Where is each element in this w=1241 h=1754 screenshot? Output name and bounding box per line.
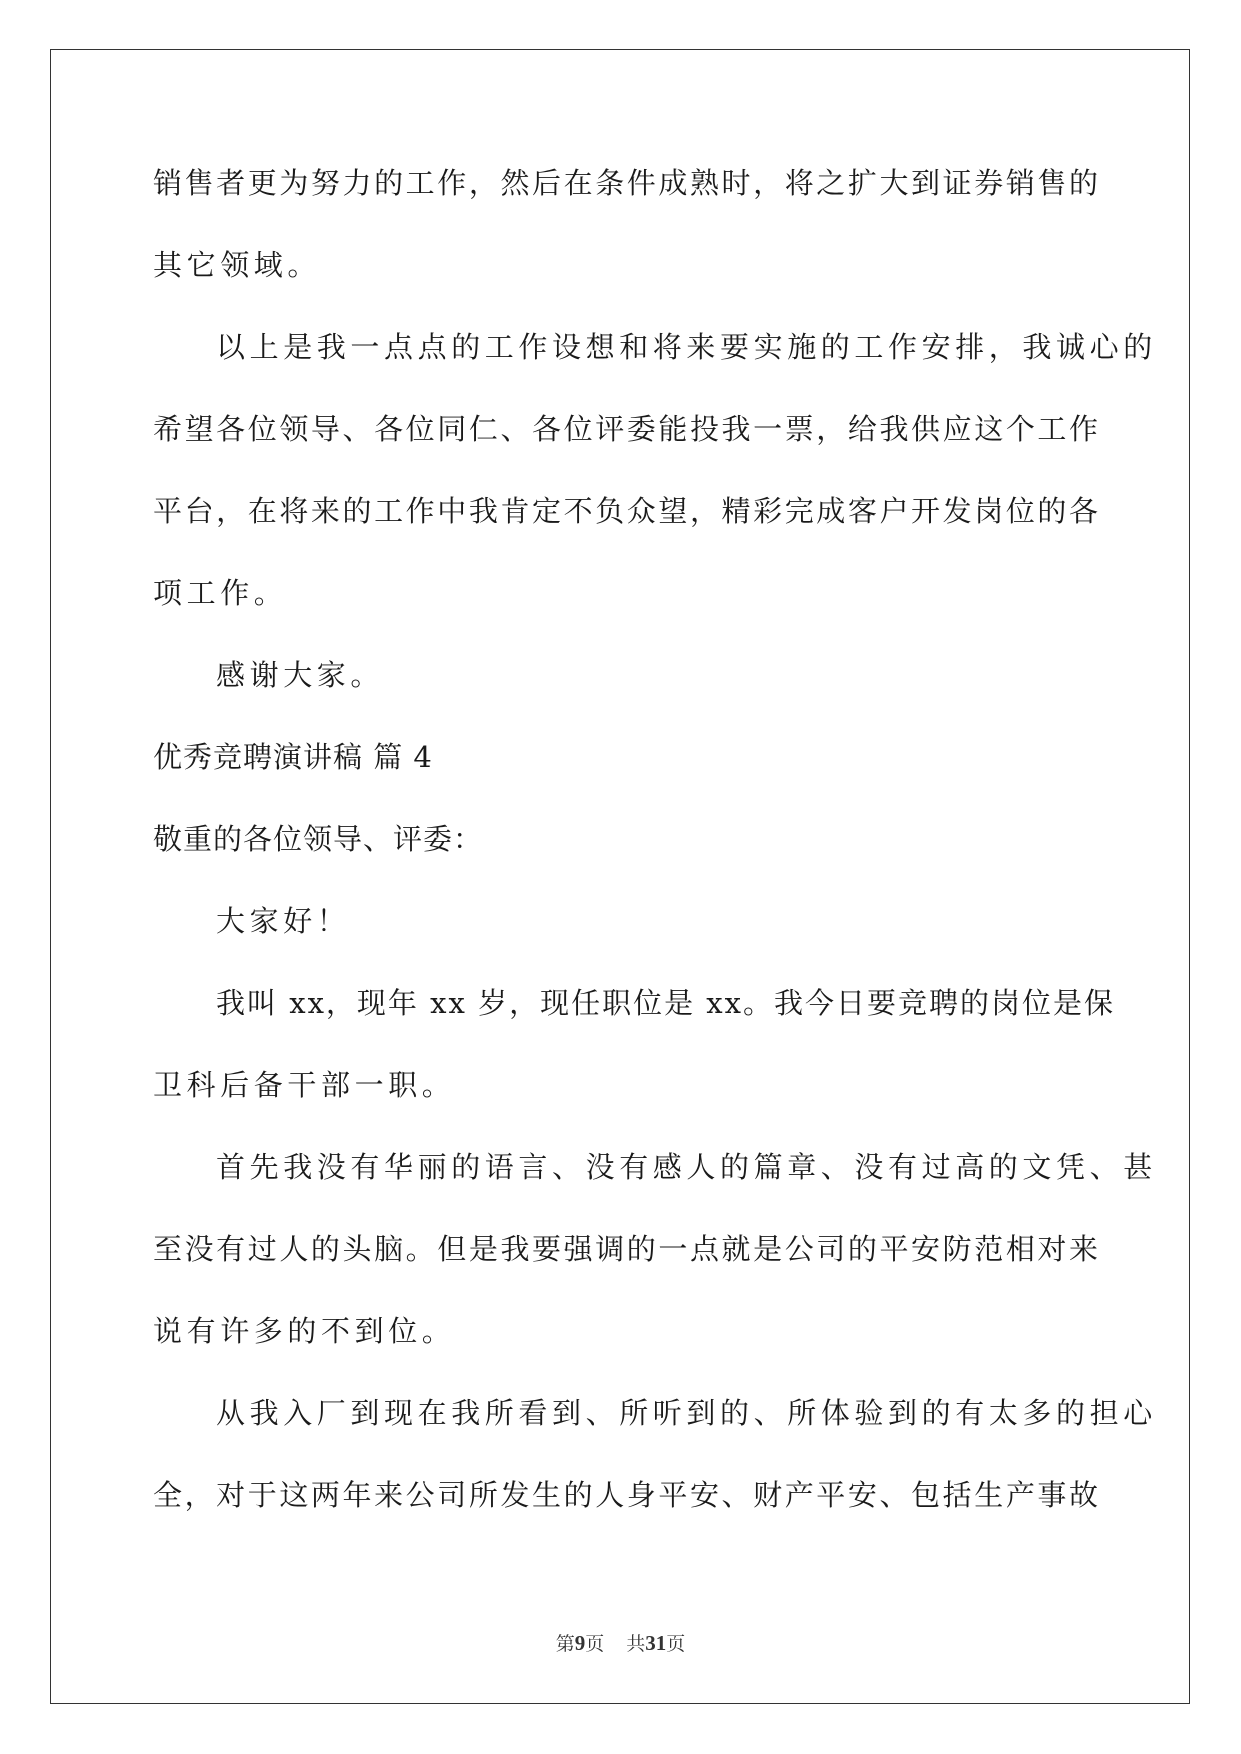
paragraph-line: 项工作。 (153, 576, 288, 610)
paragraph-line: 首先我没有华丽的语言、没有感人的篇章、没有过高的文凭、甚 (216, 1150, 1157, 1184)
total-pages-number: 31 (645, 1631, 667, 1655)
salutation: 敬重的各位领导、评委： (153, 822, 484, 856)
paragraph-line: 全，对于这两年来公司所发生的人身平安、财产平安、包括生产事故 (153, 1478, 1098, 1512)
paragraph-line: 平台，在将来的工作中我肯定不负众望，精彩完成客户开发岗位的各 (153, 494, 1098, 528)
footer-total-prefix: 共 (626, 1633, 646, 1655)
paragraph-line: 希望各位领导、各位同仁、各位评委能投我一票，给我供应这个工作 (153, 412, 1098, 446)
paragraph-line: 至没有过人的头脑。但是我要强调的一点就是公司的平安防范相对来 (153, 1232, 1098, 1266)
paragraph-line: 以上是我一点点的工作设想和将来要实施的工作安排，我诚心的 (216, 330, 1157, 364)
paragraph-line: 我叫 xx，现年 xx 岁，现任职位是 xx。我今日要竞聘的岗位是保 (216, 986, 1116, 1020)
document-body (153, 158, 1157, 1552)
paragraph-line: 销售者更为努力的工作，然后在条件成熟时，将之扩大到证券销售的 (153, 166, 1098, 200)
paragraph-line: 感谢大家。 (216, 658, 385, 692)
section-heading: 优秀竞聘演讲稿 篇 4 (153, 740, 433, 774)
footer-prefix: 第 (555, 1633, 575, 1655)
paragraph-line: 从我入厂到现在我所看到、所听到的、所体验到的有太多的担心 (216, 1396, 1157, 1430)
footer-page-suffix: 页 (585, 1633, 605, 1655)
paragraph-line: 说有许多的不到位。 (153, 1314, 456, 1348)
paragraph-line: 卫科后备干部一职。 (153, 1068, 456, 1102)
footer-total-suffix: 页 (666, 1633, 686, 1655)
page-footer (0, 1629, 1241, 1656)
paragraph-line: 其它领域。 (153, 248, 322, 282)
current-page-number: 9 (574, 1631, 586, 1655)
greeting: 大家好！ (216, 904, 351, 938)
